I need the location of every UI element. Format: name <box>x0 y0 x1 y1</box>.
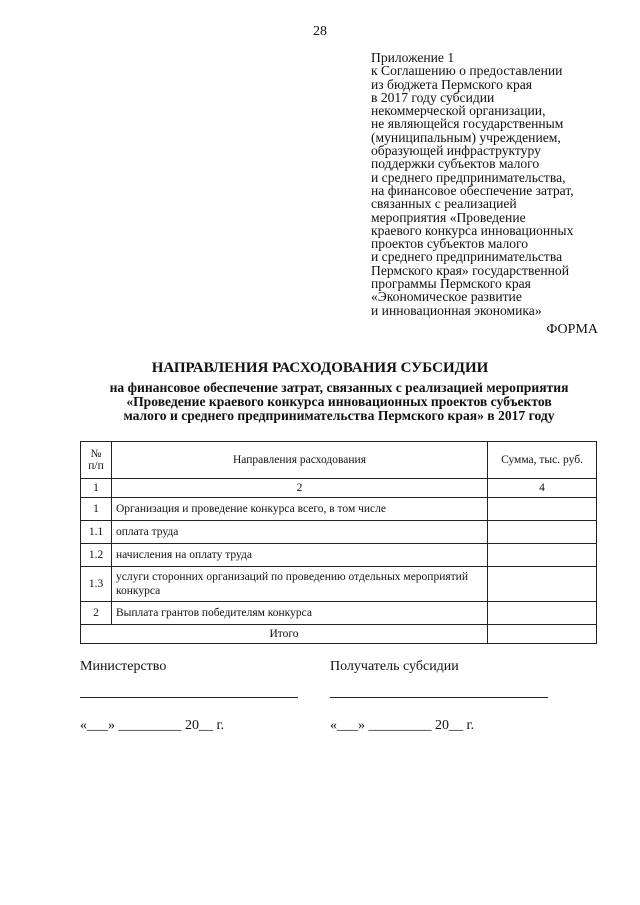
row-direction: услуги сторонних организаций по проведению отдельных мероприятий конкурса <box>112 567 488 602</box>
table-row <box>81 521 597 544</box>
appendix-line: и среднего предпринимательства, <box>371 169 566 185</box>
row-direction: начисления на оплату труда <box>112 544 488 567</box>
appendix-line: поддержки субъектов малого <box>371 156 540 172</box>
row-num: 1 <box>81 498 112 521</box>
row-num: 1.2 <box>81 544 112 567</box>
table-row <box>81 544 597 567</box>
total-label: Итого <box>81 625 488 644</box>
row-direction: Организация и проведение конкурса всего, в том числе <box>112 498 488 521</box>
appendix-line: Пермского края» государственной <box>371 262 569 278</box>
form-label: ФОРМА <box>546 322 598 337</box>
table-row <box>81 498 597 521</box>
row-sum[interactable] <box>488 544 597 567</box>
appendix-block <box>371 51 631 317</box>
appendix-line: на финансовое обеспечение затрат, <box>371 182 574 198</box>
appendix-line: мероприятия «Проведение <box>371 209 526 225</box>
appendix-line: из бюджета Пермского края <box>371 76 533 92</box>
header-sum: Сумма, тыс. руб. <box>488 442 597 479</box>
table-row <box>81 602 597 625</box>
appendix-line: в 2017 году субсидии <box>371 89 495 105</box>
row-direction: оплата труда <box>112 521 488 544</box>
appendix-line: «Экономическое развитие <box>371 289 522 305</box>
appendix-line: краевого конкурса инновационных <box>371 222 574 238</box>
appendix-line: (муниципальным) учреждением, <box>371 129 561 145</box>
document-title: НАПРАВЛЕНИЯ РАСХОДОВАНИЯ СУБСИДИИ <box>151 360 489 376</box>
appendix-line: некоммерческой организации, <box>371 103 546 119</box>
ministry-date[interactable]: «___» _________ 20__ г. <box>80 718 225 733</box>
header-direction: Направления расходования <box>112 442 488 479</box>
appendix-line: не являющейся государственным <box>371 116 564 132</box>
index-cell: 2 <box>112 479 488 498</box>
index-cell: 4 <box>488 479 597 498</box>
subtitle-line: малого и среднего предпринимательства Пермского края» в 2017 году <box>123 408 555 423</box>
table-row <box>81 567 597 602</box>
total-sum[interactable] <box>488 625 597 644</box>
ministry-label: Министерство <box>80 659 167 674</box>
row-sum[interactable] <box>488 602 597 625</box>
appendix-line: образующей инфраструктуру <box>371 143 541 159</box>
row-num: 1.1 <box>81 521 112 544</box>
row-sum[interactable] <box>488 521 597 544</box>
page-number: 28 <box>313 24 327 39</box>
recipient-date[interactable]: «___» _________ 20__ г. <box>330 718 475 733</box>
row-num: 1.3 <box>81 567 112 602</box>
row-num: 2 <box>81 602 112 625</box>
table-total-row <box>81 625 597 644</box>
appendix-line: программы Пермского края <box>371 276 531 292</box>
appendix-line: Приложение 1 <box>371 50 455 65</box>
appendix-line: и инновационная экономика» <box>371 302 542 318</box>
document-subtitle <box>74 381 604 423</box>
row-direction: Выплата грантов победителям конкурса <box>112 602 488 625</box>
recipient-signature-line[interactable] <box>330 697 548 698</box>
appendix-line: к Соглашению о предоставлении <box>371 63 563 79</box>
subtitle-line: на финансовое обеспечение затрат, связанных с реализацией мероприятия <box>109 380 569 395</box>
expenditure-table <box>80 441 597 644</box>
index-cell: 1 <box>81 479 112 498</box>
row-sum[interactable] <box>488 567 597 602</box>
appendix-line: и среднего предпринимательства <box>371 249 563 265</box>
table-header-row <box>81 442 597 479</box>
appendix-line: связанных с реализацией <box>371 196 517 212</box>
recipient-label: Получатель субсидии <box>330 659 459 674</box>
table-index-row <box>81 479 597 498</box>
header-num: № п/п <box>81 442 112 479</box>
appendix-line: проектов субъектов малого <box>371 236 529 252</box>
row-sum[interactable] <box>488 498 597 521</box>
subtitle-line: «Проведение краевого конкурса инновационных проектов субъектов <box>126 394 552 409</box>
ministry-signature-line[interactable] <box>80 697 298 698</box>
